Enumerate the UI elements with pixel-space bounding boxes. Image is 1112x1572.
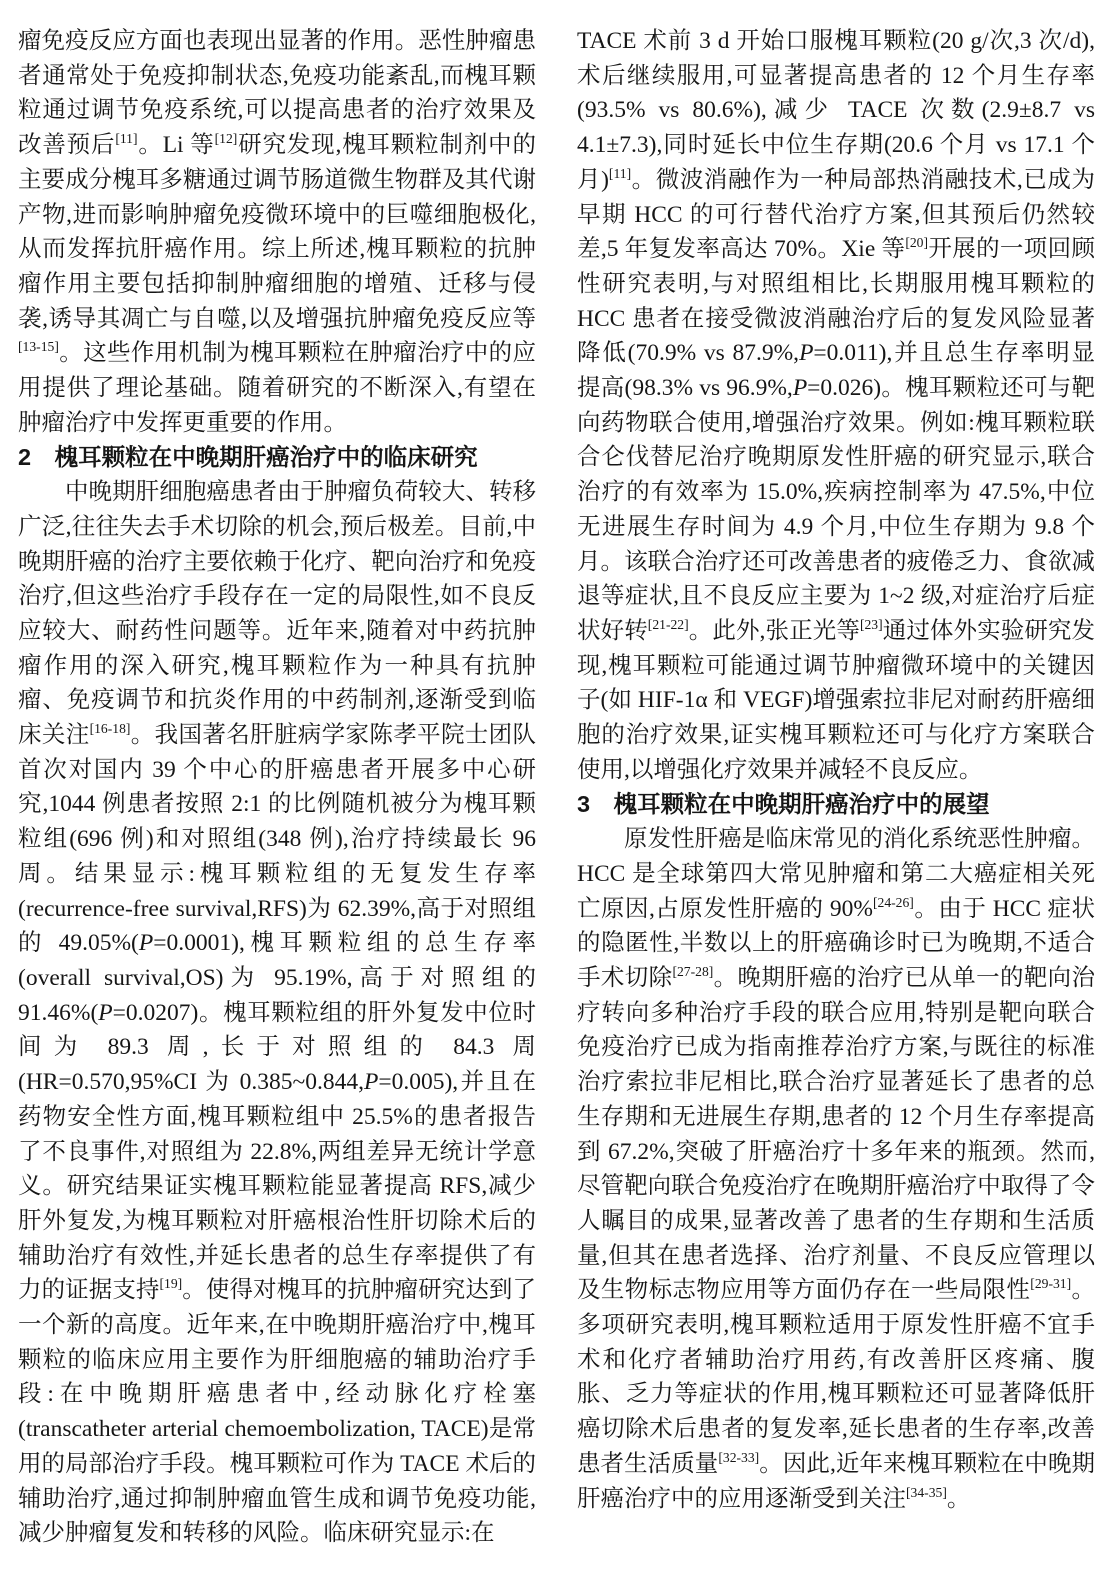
reference-marker: [16-18]: [89, 721, 131, 737]
section-heading: 2 槐耳颗粒在中晚期肝癌治疗中的临床研究: [18, 444, 478, 471]
reference-marker: [12]: [214, 131, 238, 147]
section-heading: 3 槐耳颗粒在中晚期肝癌治疗中的展望: [577, 791, 990, 818]
reference-marker: [19]: [159, 1276, 183, 1292]
statistic-variable: P: [799, 340, 814, 367]
reference-marker: [21-22]: [647, 617, 689, 633]
reference-marker: [23]: [859, 617, 883, 633]
reference-marker: [29-31]: [1030, 1276, 1072, 1292]
column-right: [577, 24, 1095, 1551]
reference-marker: [13-15]: [18, 339, 59, 355]
statistic-variable: P: [363, 1069, 379, 1096]
reference-marker: [11]: [115, 131, 138, 147]
statistic-variable: P: [138, 930, 154, 957]
body-paragraph: 瘤免疫反应方面也表现出显著的作用。恶性肿瘤患者通常处于免疫抑制状态,免疫功能紊乱,而槐耳颗粒通过调节免疫系统,可以提高患者的治疗效果及改善预后[11]。Li 等[12]研究发现,槐耳颗粒制剂中的主要成分槐耳多糖通过调节肠道微生物群及其代谢产物,进而影响肿瘤免疫微环境中的巨噬细胞极化,从而发挥抗肝癌作用。综上所述,槐耳颗粒的抗肿瘤作用主要包括抑制肿瘤细胞的增殖、迁移与侵袭,诱导其凋亡与自噬,以及增强抗肿瘤免疫反应等[13-15]。这些作用机制为槐耳颗粒在肿瘤治疗中的应用提供了理论基础。随着研究的不断深入,有望在肿瘤治疗中发挥更重要的作用。: [18, 28, 537, 436]
reference-marker: [20]: [905, 235, 929, 251]
body-paragraph: 原发性肝癌是临床常见的消化系统恶性肿瘤。HCC 是全球第四大常见肿瘤和第二大癌症相关死亡原因,占原发性肝癌的 90%[24-26]。由于 HCC 症状的隐匿性,半数以上的肝癌确诊时已为晚期,不适合手术切除[27-28]。晚期肝癌的治疗已从单一的靶向治疗转向多种治疗手段的联合应用,特别是靶向联合免疫治疗已成为指南推荐治疗方案,与既往的标准治疗索拉非尼相比,联合治疗显著延长了患者的总生存期和无进展生存期,患者的 12 个月生存率提高到 67.2%,突破了肝癌治疗十多年来的瓶颈。然而,尽管靶向联合免疫治疗在晚期肝癌治疗中取得了令人瞩目的成果,显著改善了患者的生存期和生活质量,但其在患者选择、治疗剂量、不良反应管理以及生物标志物应用等方面仍存在一些局限性[29-31]。多项研究表明,槐耳颗粒适用于原发性肝癌不宜手术和化疗者辅助治疗用药,有改善肝区疼痛、腹胀、乏力等症状的作用,槐耳颗粒还可显著降低肝癌切除术后患者的复发率,延长患者的生存率,改善患者生活质量[32-33]。因此,近年来槐耳颗粒在中晚期肝癌治疗中的应用逐渐受到关注[34-35]。: [577, 826, 1096, 1512]
column-left: [18, 24, 536, 1551]
body-paragraph: TACE 术前 3 d 开始口服槐耳颗粒(20 g/次,3 次/d),术后继续服用,可显著提高患者的 12 个月生存率(93.5% vs 80.6%),减少 TACE 次数(2.9±8.7 vs 4.1±7.3),同时延长中位生存期(20.6 个月 vs 17.1 个月)[11]。微波消融作为一种局部热消融技术,已成为早期 HCC 的可行替代治疗方案,但其预后仍然较差,5 年复发率高达 70%。Xie 等[20]开展的一项回顾性研究表明,与对照组相比,长期服用槐耳颗粒的 HCC 患者在接受微波消融治疗后的复发风险显著降低(70.9% vs 87.9%,P=0.011),并且总生存率明显提高(98.3% vs 96.9%,P=0.026)。槐耳颗粒还可与靶向药物联合使用,增强治疗效果。例如:槐耳颗粒联合仑伐替尼治疗晚期原发性肝癌的研究显示,联合治疗的有效率为 15.0%,疾病控制率为 47.5%,中位无进展生存时间为 4.9 个月,中位生存期为 9.8 个月。该联合治疗还可改善患者的疲倦乏力、食欲减退等症状,且不良反应主要为 1~2 级,对症治疗后症状好转[21-22]。此外,张正光等[23]通过体外实验研究发现,槐耳颗粒可能通过调节肿瘤微环境中的关键因子(如 HIF-1α 和 VEGF)增强索拉非尼对耐药肝癌细胞的治疗效果,证实槐耳颗粒还可与化疗方案联合使用,以增强化疗效果并减轻不良反应。: [577, 28, 1096, 783]
reference-marker: [11]: [608, 165, 632, 181]
reference-marker: [27-28]: [672, 964, 714, 980]
reference-marker: [34-35]: [906, 1484, 947, 1500]
statistic-variable: P: [98, 999, 113, 1026]
reference-marker: [24-26]: [872, 894, 914, 910]
reference-marker: [32-33]: [718, 1450, 760, 1465]
body-paragraph: 中晚期肝细胞癌患者由于肿瘤负荷较大、转移广泛,往往失去手术切除的机会,预后极差。目前,中晚期肝癌的治疗主要依赖于化疗、靶向治疗和免疫治疗,但这些治疗手段存在一定的局限性,如不良反应较大、耐药性问题等。近年来,随着对中药抗肿瘤作用的深入研究,槐耳颗粒作为一种具有抗肿瘤、免疫调节和抗炎作用的中药制剂,逐渐受到临床关注[16-18]。我国著名肝脏病学家陈孝平院士团队首次对国内 39 个中心的肝癌患者开展多中心研究,1044 例患者按照 2:1 的比例随机被分为槐耳颗粒组(696 例)和对照组(348 例),治疗持续最长 96 周。结果显示:槐耳颗粒组的无复发生存率(recurrence-free survival,RFS)为 62.39%,高于对照组的 49.05%(P=0.0001),槐耳颗粒组的总生存率(overall survival,OS)为 95.19%,高于对照组的 91.46%(P=0.0207)。槐耳颗粒组的肝外复发中位时间为 89.3 周,长于对照组的 84.3 周(HR=0.570,95%CI 为 0.385~0.844,P=0.005),并且在药物安全性方面,槐耳颗粒组中 25.5%的患者报告了不良事件,对照组为 22.8%,两组差异无统计学意义。研究结果证实槐耳颗粒能显著提高 RFS,减少肝外复发,为槐耳颗粒对肝癌根治性肝切除术后的辅助治疗有效性,并延长患者的总生存率提供了有力的证据支持[19]。使得对槐耳的抗肿瘤研究达到了一个新的高度。近年来,在中晚期肝癌治疗中,槐耳颗粒的临床应用主要作为肝细胞癌的辅助治疗手段:在中晚期肝癌患者中,经动脉化疗栓塞(transcatheter arterial chemoembolization, TACE)是常用的局部治疗手段。槐耳颗粒可作为 TACE 术后的辅助治疗,通过抑制肿瘤血管生成和调节免疫功能,减少肿瘤复发和转移的风险。临床研究显示:在: [18, 479, 537, 1547]
statistic-variable: P: [792, 375, 808, 402]
